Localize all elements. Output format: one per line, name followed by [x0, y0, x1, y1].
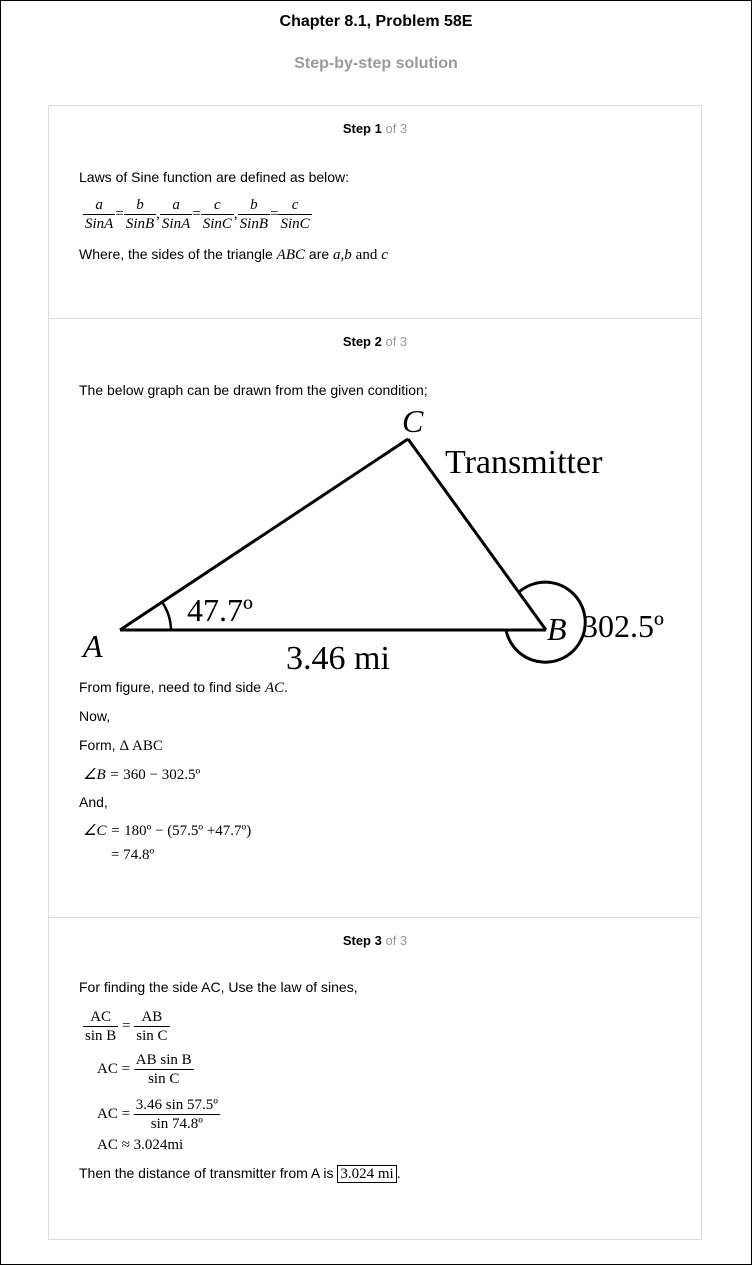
fraction — [134, 1096, 220, 1133]
vertex-b-label: B — [547, 611, 567, 647]
are-text: are — [308, 246, 330, 262]
law-of-sines-equation: $\frac{a}{\text{SinA}}$ = $\frac{b}{\text{SinB}}$ , $\frac{a}{\text{SinA}}$ = $\frac{c}{\text{SinC}}$ , $\frac{b}{\text{SinB}}$ = $\frac{c}{\text{SinC}}$ — [85, 197, 310, 232]
step-1-intro: Laws of Sine function are defined as below: — [79, 169, 350, 185]
fraction-num: AB sin B — [135, 1052, 192, 1068]
fraction-num: a — [83, 196, 115, 215]
angle-c-lhs: ∠C = — [83, 823, 121, 839]
fraction-num: AB — [134, 1008, 169, 1027]
fraction-den: sin 74.8º — [150, 1116, 203, 1132]
fraction-den: sin C — [148, 1071, 180, 1087]
find-side-line — [79, 679, 288, 697]
fraction — [201, 196, 234, 233]
step-1-count: of 3 — [385, 121, 408, 136]
angle-b-rhs: 360 − 302.5º — [123, 767, 201, 783]
fraction-num: c — [201, 196, 234, 215]
sides-ab: a,b — [333, 247, 352, 263]
step-1-where-line — [79, 246, 388, 264]
fraction — [160, 196, 192, 233]
ac-formula-equation — [97, 1051, 194, 1088]
angle-b-equation — [83, 765, 200, 784]
fraction-num: b — [124, 196, 156, 215]
now-text: Now, — [79, 708, 111, 724]
fraction-den: SinA — [161, 216, 191, 232]
ac-result: AC ≈ 3.024mi — [97, 1137, 184, 1153]
triangle-figure — [49, 399, 701, 679]
angle-c-result — [111, 847, 154, 864]
ratio-equation: $\frac{AC}{\text{sin B}}$ = $\frac{AB}{\text{sin C}}$ — [85, 1009, 168, 1044]
fraction — [83, 1008, 118, 1045]
angle-a-arc — [162, 602, 171, 630]
answer-box: 3.024 mi — [337, 1165, 396, 1183]
angle-c-eq: = — [111, 847, 120, 863]
where-text: Where, the sides of the triangle — [79, 246, 273, 262]
angle-c-rhs: 180º − (57.5º +47.7º) — [124, 823, 252, 839]
step-2-label: Step 2 — [342, 334, 382, 349]
fraction — [134, 1008, 169, 1045]
fraction-num: a — [160, 196, 192, 215]
angle-b-arc — [506, 582, 585, 662]
find-end: . — [284, 679, 289, 695]
step-1-header — [49, 121, 701, 136]
step-2-header — [49, 334, 701, 349]
base-length-label: 3.46 mi — [286, 640, 390, 677]
step-1-label: Step 1 — [342, 121, 382, 136]
side-c: c — [381, 247, 388, 263]
form-text: Form, — [79, 737, 116, 753]
angle-b-label: 302.5º — [582, 608, 664, 644]
step-3-panel — [48, 917, 702, 1240]
step-3-header — [49, 933, 701, 948]
fraction-den: sin C — [136, 1028, 168, 1044]
answer-end: . — [396, 1165, 401, 1181]
ac-lhs: AC = — [97, 1105, 131, 1122]
angle-c-equation — [83, 821, 251, 840]
step-1-panel — [48, 105, 702, 319]
step-3-count: of 3 — [385, 933, 408, 948]
transmitter-label: Transmitter — [445, 444, 603, 481]
ac-substitution-equation — [97, 1096, 220, 1133]
page-subtitle: Step-by-step solution — [294, 55, 458, 72]
and-text: and — [355, 247, 378, 263]
step-2-panel — [48, 318, 702, 918]
fraction-num: c — [278, 196, 311, 215]
triangle-name: ABC — [276, 247, 306, 263]
angle-a-label: 47.7º — [187, 592, 253, 628]
fraction — [134, 1051, 194, 1088]
ac-lhs: AC = — [97, 1060, 131, 1077]
fraction-den: SinB — [239, 216, 268, 232]
fraction — [124, 196, 156, 233]
answer-text: Then the distance of transmitter from A is — [79, 1165, 334, 1181]
answer-line — [79, 1165, 401, 1183]
fraction-den: SinB — [125, 216, 155, 232]
vertex-a-label: A — [83, 628, 103, 664]
fraction-num: AC — [83, 1008, 118, 1027]
fraction — [83, 196, 115, 233]
vertex-c-label: C — [402, 403, 424, 439]
step-3-intro: For finding the side AC, Use the law of sines, — [79, 979, 358, 995]
step-3-label: Step 3 — [342, 933, 382, 948]
fraction-num: 3.46 sin 57.5º — [135, 1097, 218, 1113]
find-side: AC — [265, 680, 285, 696]
fraction — [238, 196, 270, 233]
side-ac-line — [120, 439, 408, 630]
step-2-intro: The below graph can be drawn from the given condition; — [79, 382, 428, 398]
and-text: And, — [79, 794, 108, 810]
form-line — [79, 737, 163, 755]
page-title: Chapter 8.1, Problem 58E — [279, 13, 473, 30]
fraction-den: SinC — [202, 216, 232, 232]
fraction-num: b — [238, 196, 270, 215]
form-triangle: Δ ABC — [119, 738, 163, 754]
angle-c-value: 74.8º — [123, 847, 155, 863]
angle-b-lhs: ∠B = — [83, 767, 120, 783]
step-2-count: of 3 — [385, 334, 408, 349]
fraction-den: SinA — [85, 216, 114, 232]
fraction — [278, 196, 311, 233]
fraction-den: SinC — [280, 216, 310, 232]
fraction-den: sin B — [85, 1028, 117, 1044]
find-text: From figure, need to find side — [79, 679, 262, 695]
